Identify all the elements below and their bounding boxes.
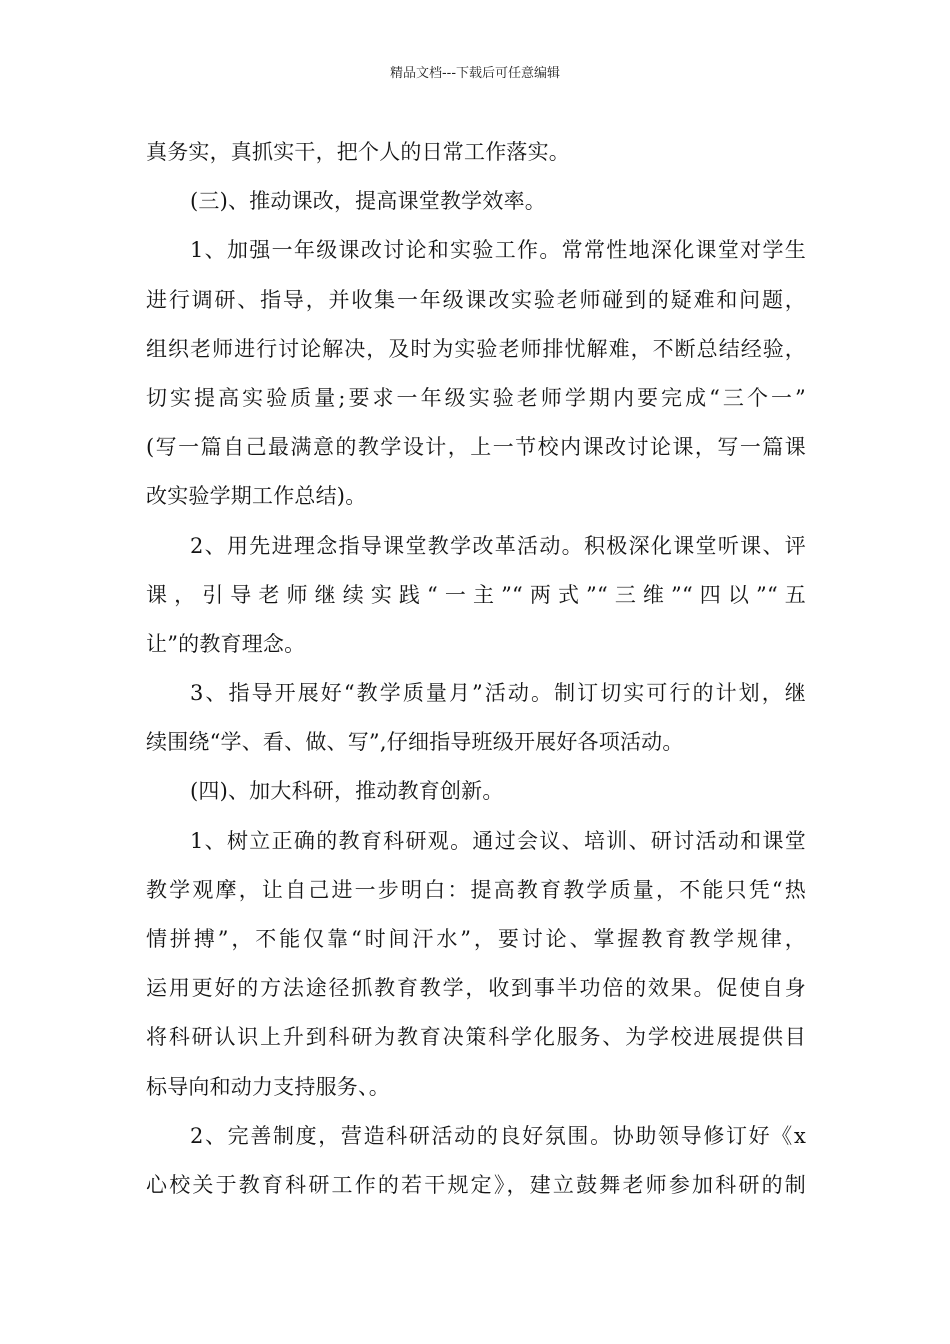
text-line: (写一篇自己最满意的教学设计，上一节校内课改讨论课，写一篇课 bbox=[146, 435, 806, 460]
text-line: 课，引导老师继续实践“一主”“两式”“三维”“四以”“五 bbox=[146, 582, 806, 607]
text-line: (四)、加大科研，推动教育创新。 bbox=[190, 779, 504, 804]
text-line: 续围绕“学、看、做、写”,仔细指导班级开展好各项活动。 bbox=[146, 730, 684, 755]
page-header: 精品文档---下载后可任意编辑 bbox=[389, 66, 561, 81]
text-line: 1、加强一年级课改讨论和实验工作。常常性地深化课堂对学生 bbox=[190, 238, 806, 263]
text-line: (三)、推动课改，提高课堂教学效率。 bbox=[190, 189, 546, 214]
text-line: 让”的教育理念。 bbox=[146, 631, 306, 656]
text-line: 真务实，真抓实干，把个人的日常工作落实。 bbox=[146, 140, 570, 164]
text-line: 将科研认识上升到科研为教育决策科学化服务、为学校进展提供目 bbox=[146, 1025, 806, 1050]
text-line: 情拼搏”，不能仅靠“时间汗水”，要讨论、掌握教育教学规律， bbox=[146, 927, 806, 951]
text-line: 1、树立正确的教育科研观。通过会议、培训、研讨活动和课堂 bbox=[190, 828, 806, 853]
text-line: 组织老师进行讨论解决，及时为实验老师排忧解难，不断总结经验， bbox=[146, 336, 806, 361]
text-line: 进行调研、指导，并收集一年级课改实验老师碰到的疑难和问题， bbox=[146, 287, 806, 312]
text-line: 心校关于教育科研工作的若干规定》，建立鼓舞老师参加科研的制 bbox=[146, 1172, 806, 1197]
text-line: 2、完善制度，营造科研活动的良好氛围。协助领导修订好《x bbox=[190, 1123, 806, 1148]
text-line: 标导向和动力支持服务、。 bbox=[146, 1074, 390, 1099]
text-line: 改实验学期工作总结)。 bbox=[146, 484, 367, 509]
text-line: 教学观摩，让自己进一步明白：提高教育教学质量，不能只凭“热 bbox=[146, 877, 806, 902]
text-line: 运用更好的方法途径抓教育教学，收到事半功倍的效果。促使自身 bbox=[146, 976, 806, 1001]
text-line: 2、用先进理念指导课堂教学改革活动。积极深化课堂听课、评 bbox=[190, 533, 806, 558]
text-line: 3、指导开展好“教学质量月”活动。制订切实可行的计划，继 bbox=[190, 681, 806, 706]
document-body bbox=[146, 133, 806, 1215]
text-line: 切实提高实验质量;要求一年级实验老师学期内要完成“三个一” bbox=[146, 385, 806, 410]
